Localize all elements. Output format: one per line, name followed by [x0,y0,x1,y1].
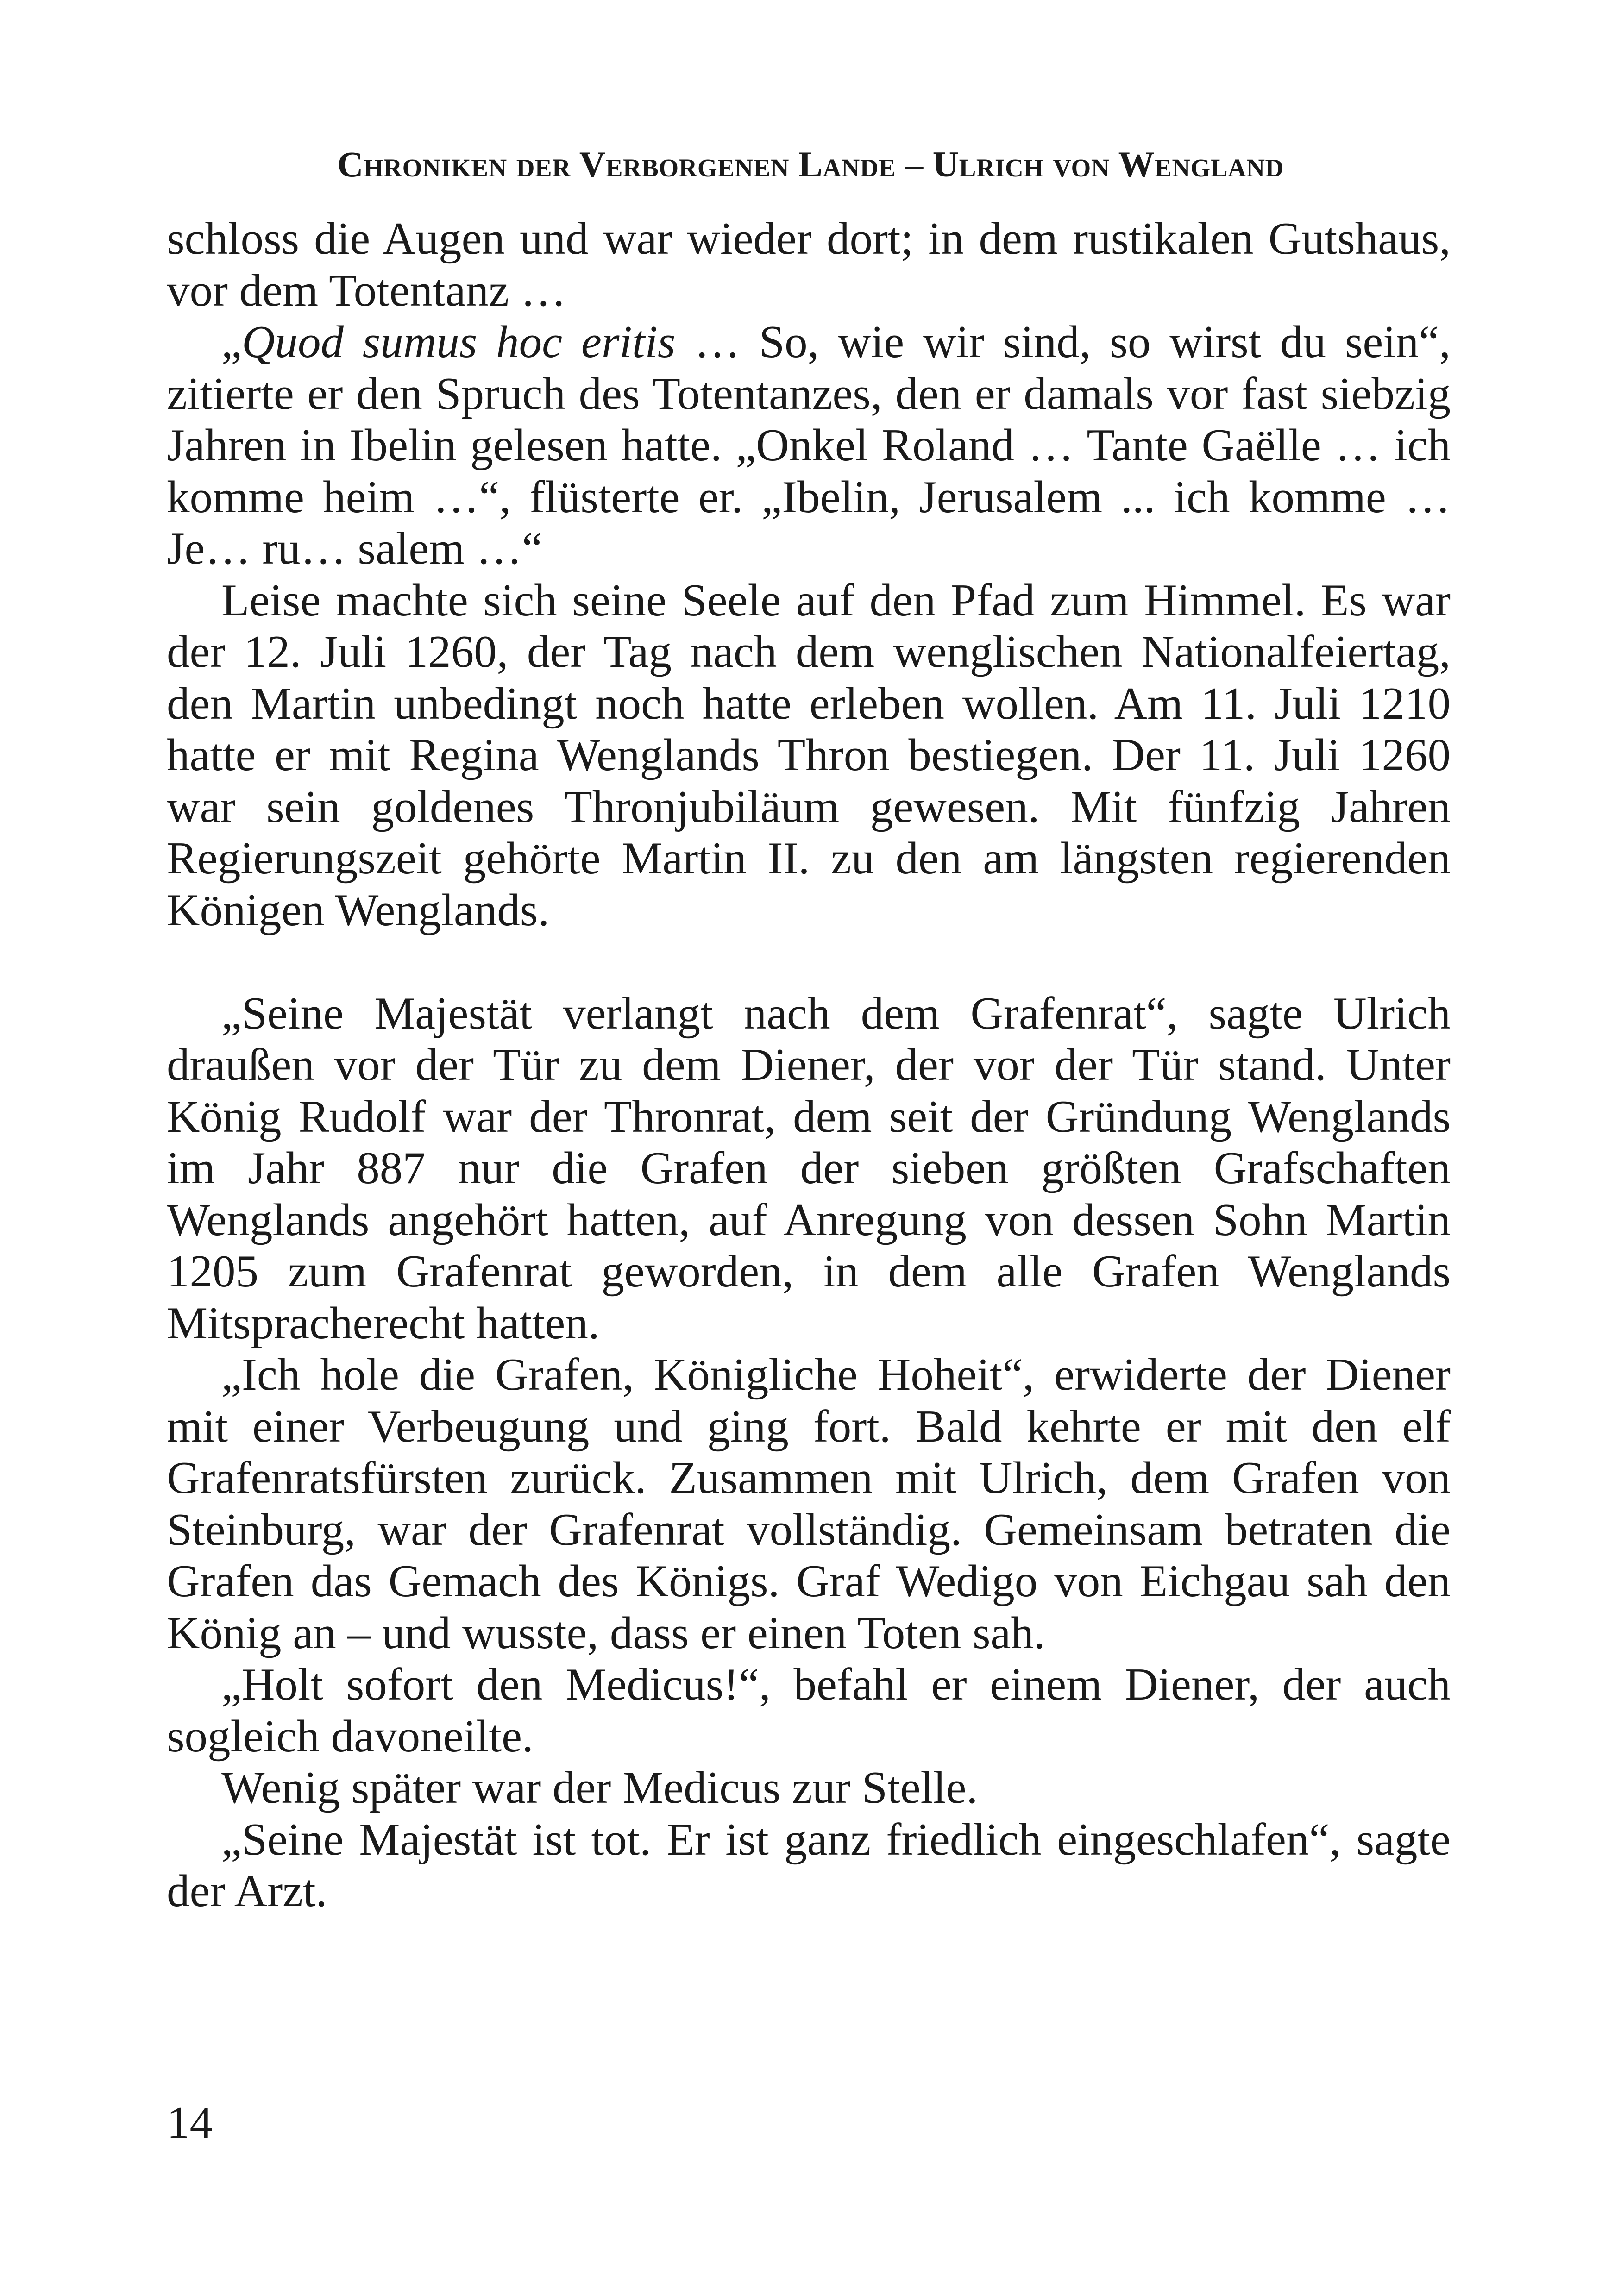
latin-quote: Quod sumus hoc eritis [241,317,676,367]
body-text [167,213,1451,1917]
paragraph-text: … So, wie wir sind, so wirst du sein“, zitierte er den Spruch des Totentanzes, den er damals vor fast siebzig Jahren in Ibelin gelesen hatte. „Onkel Roland … Tante Gaëlle … ich komme heim …“, flüsterte er. „Ibelin, Jerusalem ... ich komme … Je… ru… salem …“ [167,317,1451,574]
quote-mark: „ [221,317,242,367]
paragraph: „Seine Majestät ist tot. Er ist ganz friedlich eingeschlafen“, sagte der Arzt. [167,1814,1451,1916]
paragraph [167,316,1451,575]
paragraph: „Seine Majestät verlangt nach dem Grafenrat“, sagte Ulrich draußen vor der Tür zu dem Diener, der vor der Tür stand. Unter König Rudolf war der Thronrat, dem seit der Gründung Wenglands im Jahr 887 nur die Grafen der sieben größten Grafschaften Wenglands angehört hatten, auf Anregung von dessen Sohn Martin 1205 zum Grafenrat geworden, in dem alle Grafen Wenglands Mitspracherecht hatten. [167,988,1451,1349]
running-head: Chroniken der Verborgenen Lande – Ulrich von Wengland [337,144,1284,184]
page-number: 14 [167,2097,213,2148]
paragraph: schloss die Augen und war wieder dort; in dem rustikalen Gutshaus, vor dem Totentanz … [167,213,1451,316]
paragraph: „Holt sofort den Medicus!“, befahl er einem Diener, der auch sogleich davoneilte. [167,1659,1451,1762]
paragraph: Leise machte sich seine Seele auf den Pfad zum Himmel. Es war der 12. Juli 1260, der Tag nach dem wenglischen Nationalfeiertag, den Martin unbedingt noch hatte erleben wollen. Am 11. Juli 1210 hatte er mit Regina Wenglands Thron bestiegen. Der 11. Juli 1260 war sein goldenes Thronjubiläum gewesen. Mit fünfzig Jahren Regierungszeit gehörte Martin II. zu den am längsten regierenden Königen Wenglands. [167,575,1451,935]
paragraph: Wenig später war der Medicus zur Stelle. [221,1763,978,1813]
paragraph: „Ich hole die Grafen, Königliche Hoheit“, erwiderte der Diener mit einer Verbeugung und ging fort. Bald kehrte er mit den elf Grafenratsfürsten zurück. Zusammen mit Ulrich, dem Grafen von Steinburg, war der Grafenrat vollständig. Gemeinsam betraten die Grafen das Gemach des Königs. Graf Wedigo von Eichgau sah den König an – und wusste, dass er einen Toten sah. [167,1349,1451,1658]
